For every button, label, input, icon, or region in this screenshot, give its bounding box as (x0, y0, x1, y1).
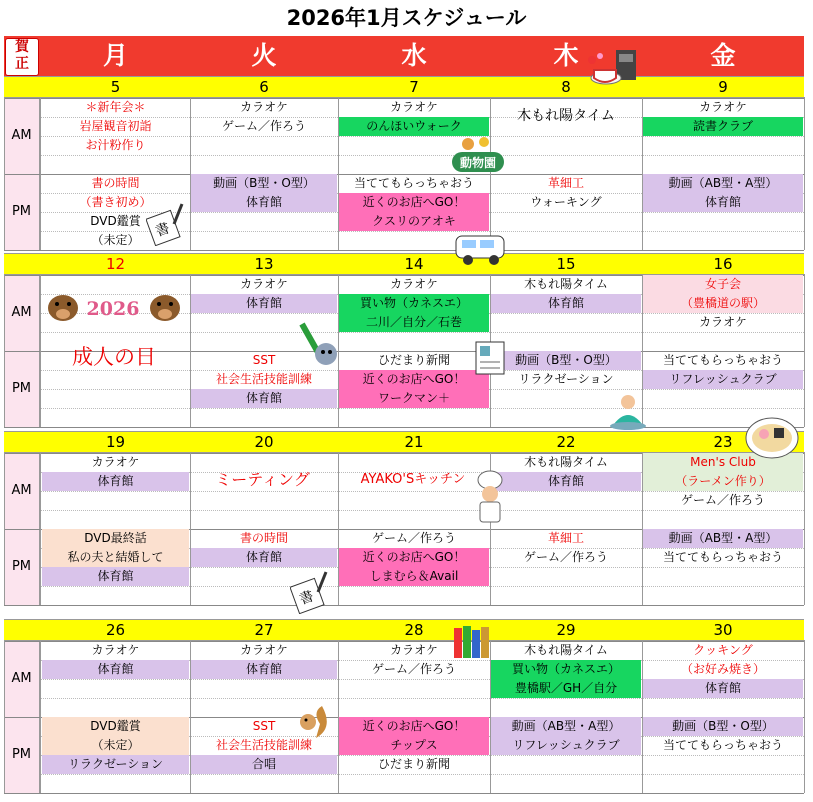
schedule-cell: 革細工 (547, 531, 584, 545)
schedule-cell: ゲーム／作ろう (680, 493, 765, 507)
row-label-pm: PM (4, 529, 40, 605)
schedule-cell: ゲーム／作ろう (221, 119, 306, 133)
schedule-cell (42, 586, 189, 605)
schedule-cell: 体育館 (191, 660, 337, 679)
schedule-cell: 体育館 (643, 679, 803, 698)
event-ayakos-kitchen: AYAKO'Sキッチン (360, 472, 466, 487)
schedule-cell: SST (252, 719, 276, 733)
schedule-cell (42, 510, 189, 529)
schedule-cell (491, 212, 641, 231)
schedule-cell (643, 212, 803, 231)
schedule-cell: （未定） (42, 736, 189, 755)
schedule-cell: カラオケ (240, 277, 288, 291)
date-number: 28 (404, 621, 424, 639)
schedule-cell: 体育館 (643, 193, 803, 212)
schedule-cell (643, 755, 803, 774)
schedule-cell (643, 136, 803, 155)
gasho-stamp-icon: 賀 正 (5, 38, 39, 76)
event-komorebi-time: 木もれ陽タイム (517, 108, 615, 124)
weekday-label: 水 (401, 41, 427, 70)
schedule-cell (191, 774, 337, 793)
schedule-cell: 岩屋観音初詣 (79, 119, 152, 133)
schedule-cell: 私の夫と結婚して (42, 548, 189, 567)
date-number: 13 (254, 255, 274, 273)
column-divider (4, 452, 5, 605)
boar-icon (146, 284, 184, 326)
svg-text:書: 書 (153, 220, 173, 241)
schedule-cell: リフレッシュクラブ (491, 736, 641, 755)
row-label-pm: PM (4, 174, 40, 250)
schedule-cell (491, 313, 641, 332)
ramen-icon (744, 416, 800, 462)
column-divider (804, 452, 805, 605)
schedule-cell: 近くのお店へGO！ (339, 370, 489, 389)
zoo-badge-icon (448, 136, 508, 176)
column-divider (642, 640, 643, 793)
schedule-cell (643, 698, 803, 717)
date-number: 22 (556, 433, 576, 451)
schedule-cell: 動画（B型・O型） (643, 717, 803, 736)
schedule-cell: （書き初め） (79, 195, 152, 209)
calligraphy-icon (146, 200, 192, 246)
schedule-cell: 当ててもらっちゃおう (662, 550, 783, 564)
schedule-cell: リラクゼーション (42, 755, 189, 774)
weekday-label: 金 (710, 41, 736, 70)
schedule-cell (643, 586, 803, 605)
column-divider (40, 640, 41, 793)
date-number: 23 (713, 433, 733, 451)
schedule-cell: 社会生活技能訓練 (215, 372, 312, 386)
schedule-cell: DVD鑑賞 (90, 214, 141, 228)
year-2026-label: 2026 (86, 298, 140, 320)
weekday-label: 月 (102, 41, 128, 70)
schedule-cell: 当ててもらっちゃおう (662, 353, 783, 367)
column-divider (338, 640, 339, 793)
schedule-cell: （豊橋道の駅） (643, 294, 803, 313)
schedule-cell (42, 389, 189, 408)
schedule-cell: 体育館 (491, 472, 641, 491)
schedule-cell: （未定） (91, 233, 140, 247)
schedule-cell (42, 491, 189, 510)
schedule-cell: ゲーム／作ろう (523, 550, 608, 564)
schedule-cell (491, 491, 641, 510)
schedule-cell (643, 332, 803, 351)
chef-icon (472, 470, 508, 526)
schedule-cell (42, 370, 189, 389)
schedule-cell (339, 408, 489, 427)
schedule-cell (643, 389, 803, 408)
weekday-label: 火 (251, 41, 277, 70)
block-divider (4, 605, 804, 606)
date-number: 30 (713, 621, 733, 639)
column-divider (40, 274, 41, 427)
schedule-cell (191, 155, 337, 174)
schedule-cell (491, 586, 641, 605)
schedule-cell (491, 755, 641, 774)
schedule-cell: カラオケ (240, 643, 288, 657)
date-number: 5 (110, 78, 121, 96)
schedule-cell: 買い物（カネスエ） (339, 294, 489, 313)
schedule-cell: のんほいウォーク (339, 117, 489, 136)
date-number: 8 (561, 78, 571, 96)
schedule-cell (191, 679, 337, 698)
schedule-cell: 木もれ陽タイム (524, 643, 608, 657)
schedule-cell (339, 491, 489, 510)
schedule-cell (491, 510, 641, 529)
schedule-cell: 当ててもらっちゃおう (662, 738, 783, 752)
schedule-cell: カラオケ (240, 100, 288, 114)
schedule-cell: 動画（B型・O型） (191, 174, 337, 193)
schedule-cell (42, 155, 189, 174)
block-divider (4, 250, 804, 251)
schedule-cell: （お好み焼き） (680, 662, 765, 676)
schedule-cell: リラクゼーション (518, 372, 614, 386)
schedule-cell (42, 774, 189, 793)
schedule-cell: 木もれ陽タイム (524, 455, 608, 469)
schedule-cell: 体育館 (191, 548, 337, 567)
newspaper-icon (472, 338, 508, 378)
date-number: 9 (718, 78, 728, 96)
schedule-cell: 体育館 (191, 294, 337, 313)
svg-text:動物園: 動物園 (459, 156, 497, 170)
column-divider (4, 274, 5, 427)
schedule-cell: 近くのお店へGO！ (339, 193, 489, 212)
column-divider (804, 274, 805, 427)
schedule-cell: 体育館 (191, 193, 337, 212)
schedule-cell: 社会生活技能訓練 (215, 738, 312, 752)
column-divider (40, 452, 41, 605)
column-divider (190, 274, 191, 427)
schedule-cell: 体育館 (42, 472, 189, 491)
schedule-cell (643, 231, 803, 250)
schedule-cell: カラオケ (91, 643, 140, 657)
column-divider (642, 97, 643, 250)
schedule-cell: 動画（AB型・A型） (643, 529, 803, 548)
date-number: 6 (259, 78, 269, 96)
schedule-cell (42, 679, 189, 698)
schedule-cell (191, 231, 337, 250)
schedule-cell (339, 586, 489, 605)
schedule-cell: 体育館 (191, 389, 337, 408)
schedule-cell: しまむら＆Avail (339, 567, 489, 586)
boar-icon (44, 284, 82, 326)
schedule-cell: チップス (339, 736, 489, 755)
column-divider (804, 97, 805, 250)
schedule-cell: SST (252, 353, 276, 367)
schedule-cell (491, 567, 641, 586)
pencil-mascot-icon (296, 320, 342, 370)
schedule-cell (643, 155, 803, 174)
weekday-label: 木 (553, 41, 579, 70)
schedule-cell: 読書クラブ (643, 117, 803, 136)
schedule-cell: ひだまり新聞 (377, 353, 450, 367)
schedule-cell: 近くのお店へGO！ (339, 548, 489, 567)
schedule-cell (491, 698, 641, 717)
schedule-cell: 動画（AB型・A型） (643, 174, 803, 193)
schedule-cell: カラオケ (390, 277, 438, 291)
schedule-cell (643, 510, 803, 529)
schedule-cell (339, 774, 489, 793)
date-number: 26 (105, 621, 126, 639)
schedule-cell (339, 679, 489, 698)
schedule-cell (643, 567, 803, 586)
schedule-cell: （ラーメン作り） (643, 472, 803, 491)
schedule-cell: ワークマン＋ (339, 389, 489, 408)
schedule-cell (339, 510, 489, 529)
books-icon (452, 622, 496, 662)
schedule-cell (191, 491, 337, 510)
schedule-cell: 動画（AB型・A型） (491, 717, 641, 736)
car-icon (452, 224, 510, 268)
event-meeting: ミーティング (215, 470, 310, 489)
coffee-cup-icon (586, 46, 642, 94)
date-number: 15 (556, 255, 576, 273)
row-label-am: AM (4, 641, 40, 717)
schedule-cell: Men's Club (643, 453, 803, 472)
schedule-cell (42, 408, 189, 427)
column-divider (4, 97, 5, 250)
schedule-cell: 革細工 (547, 176, 584, 190)
schedule-cell (491, 136, 641, 155)
squirrel-icon (296, 702, 332, 742)
schedule-cell (491, 231, 641, 250)
schedule-cell: カラオケ (390, 643, 438, 657)
column-divider (190, 640, 191, 793)
schedule-cell: ウォーキング (530, 195, 602, 209)
schedule-cell (191, 212, 337, 231)
column-divider (40, 97, 41, 250)
schedule-cell (643, 774, 803, 793)
schedule-cell: 女子会 (643, 275, 803, 294)
schedule-cell: 木もれ陽タイム (524, 277, 608, 291)
schedule-cell: ＊新年会＊ (85, 100, 146, 114)
relaxation-icon (606, 392, 650, 432)
schedule-cell: カラオケ (699, 100, 747, 114)
schedule-cell (42, 698, 189, 717)
schedule-cell: 買い物（カネスエ） (491, 660, 641, 679)
row-label-am: AM (4, 275, 40, 351)
schedule-cell (191, 510, 337, 529)
schedule-cell: ゲーム／作ろう (371, 531, 456, 545)
schedule-cell: カラオケ (91, 455, 140, 469)
schedule-cell: カラオケ (390, 100, 438, 114)
date-number: 29 (556, 621, 576, 639)
schedule-cell: 当ててもらっちゃおう (353, 176, 474, 190)
date-number: 14 (404, 255, 424, 273)
date-number: 19 (105, 433, 126, 451)
schedule-cell: 動画（B型・O型） (491, 351, 641, 370)
date-number: 7 (409, 78, 419, 96)
date-number: 12 (105, 255, 126, 273)
column-divider (804, 640, 805, 793)
row-label-am: AM (4, 453, 40, 529)
calligraphy-icon (290, 568, 336, 614)
block-divider (4, 427, 804, 428)
schedule-cell: 体育館 (42, 567, 189, 586)
column-divider (490, 640, 491, 793)
schedule-cell: カラオケ (699, 315, 747, 329)
schedule-cell: 書の時間 (239, 531, 288, 545)
schedule-cell: 二川／自分／石巻 (339, 313, 489, 332)
svg-text:書: 書 (297, 588, 317, 609)
schedule-cell: 体育館 (491, 294, 641, 313)
schedule-cell: 合唱 (191, 755, 337, 774)
date-number: 16 (713, 255, 733, 273)
schedule-cell (191, 408, 337, 427)
page-title: 2026年1月スケジュール (286, 6, 527, 30)
schedule-cell: ゲーム／作ろう (371, 662, 456, 676)
row-label-pm: PM (4, 717, 40, 793)
schedule-cell (191, 136, 337, 155)
row-label-am: AM (4, 98, 40, 174)
schedule-cell: リフレッシュクラブ (643, 370, 803, 389)
schedule-cell (491, 155, 641, 174)
schedule-cell (339, 698, 489, 717)
holiday-seijin-no-hi: 成人の日 (72, 345, 156, 369)
schedule-cell: DVD最終話 (42, 529, 189, 548)
date-number: 20 (254, 433, 274, 451)
schedule-cell: お汁粉作り (85, 138, 146, 152)
schedule-cell: クスリのアオキ (339, 212, 489, 231)
row-label-pm: PM (4, 351, 40, 427)
schedule-cell: 豊橋駅／GH／自分 (491, 679, 641, 698)
schedule-cell: DVD鑑賞 (42, 717, 189, 736)
schedule-cell (339, 332, 489, 351)
schedule-cell: ひだまり新聞 (377, 757, 450, 771)
column-divider (4, 640, 5, 793)
date-number: 27 (254, 621, 274, 639)
schedule-cell (491, 774, 641, 793)
column-divider (642, 452, 643, 605)
schedule-cell: 近くのお店へGO！ (339, 717, 489, 736)
schedule-cell: クッキング (693, 643, 753, 657)
block-divider (4, 793, 804, 794)
date-number: 21 (404, 433, 424, 451)
schedule-cell (491, 332, 641, 351)
schedule-cell: 体育館 (42, 660, 189, 679)
column-divider (338, 97, 339, 250)
schedule-cell: 書の時間 (91, 176, 140, 190)
